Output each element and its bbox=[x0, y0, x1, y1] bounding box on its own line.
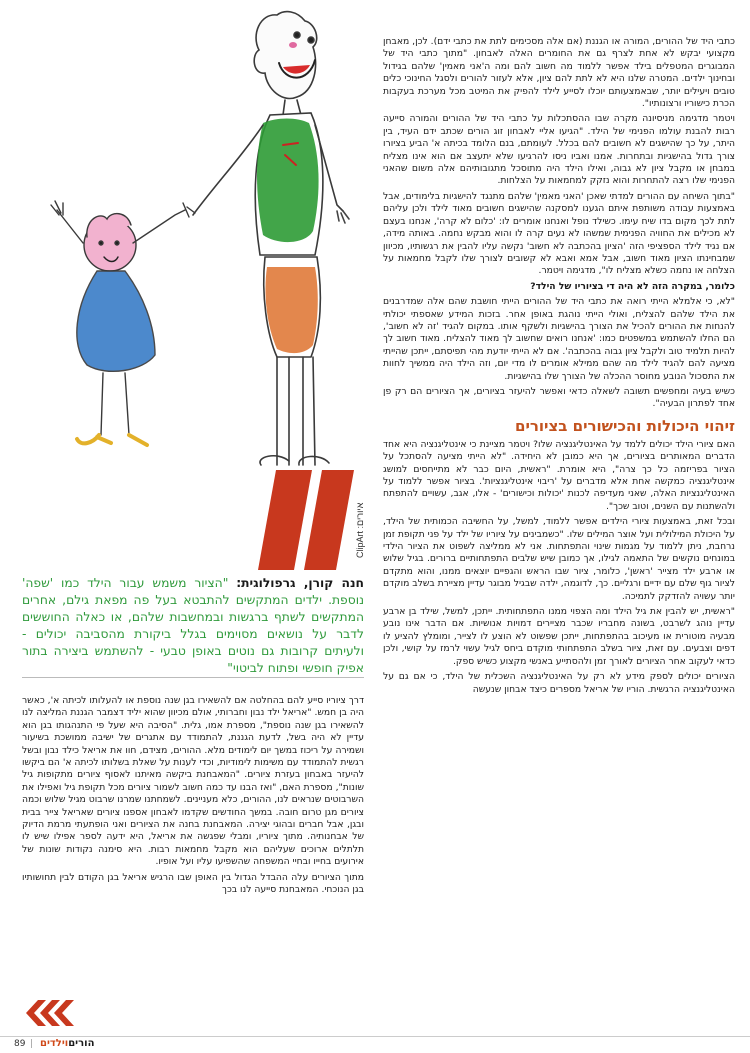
article-left-column bbox=[22, 695, 364, 900]
section-heading: זיהוי היכולות והכישורים בציורים bbox=[515, 416, 735, 435]
paragraph: כתבי היד של ההורים, המורה או הגננת (אם אלה מסכימים לתת את כתבי ידם). לכן, מאבחן מקצועי יבקש לא אחת לצרף גם את החומרים האלה לאבחון. "מתוך כתבי היד של המבוגרים המטפלים בילד אפשר ללמוד מה חשוב להם ומה ה'אני מאמין' שלהם בגידול ובחינוך ילדים. המטרה שלנו היא לא לתת להם ציון, אלא לעזור להורים ולסגל החינוכי כלים טובים ויעילים יותר, שבאמצעותם יוכלו לסייע לילד להפיק את המיטב מכל מערכת בעקבות הכרת כישוריו ורצונותיו". bbox=[383, 36, 735, 110]
paragraph: "בתוך השיחה עם ההורים למדתי שאכן 'האני מאמין' שלהם מתנגד להישגיות בלימודים, אבל באמצעות עבודה משותפת איתם הגענו למסקנה שהישגים חשובים מאוד לילד ולכן עליהם לתת לכך מקום בדו שיח עימו. כשילד נופל ואנחנו אומרים לו: 'כלום לא קרה', אנחנו בעצם לא מכילים את החוויה הפנימית שמשהו לא נעים קרה לו והוא מבקש נחמה. באותה מידה, אם נגיד לילד הספציפי הזה 'הציון בהכתבה לא חשוב' נקשה עליו להבין את רגשותיו, מכיוון שמבחינתו הציון מאוד חשוב, אבל אמא ואבא לא קשובים לצורך שלו לקבל מחמאות על הצלחה או נחמה כשלא מצליח לו", מדגימה ויטמר. bbox=[383, 190, 735, 277]
continue-arrows-icon bbox=[24, 1000, 76, 1026]
paragraph: הציורים יכולים לספק מידע לא רק על האינטליגנציה השכלית של הילד, כי אם גם על האינטליגנציה הרגשית. הוריו של אריאל מספרים כיצד אבחון שנעשה bbox=[383, 671, 735, 695]
paragraph: האם ציורי הילד יכולים ללמד על האינטליגנציה שלו? ויטמר מציינת כי אינטליגנציה היא אחד הדברים המאותרים בציורים, אך היא כמובן לא היחידה. "לא הייתי מציעה להסתכל על הציור בפריזמה כל כך צרה", היא אומרת. "ראשית, היום כבר לא מתייחסים למושג אינטליגנציה כמקשה אחת אלא מדברים על 'ריבוי אינטליגנציות'. בציור אפשר ללמוד על האינטליגנציות האלה, שאני מעדיפה לכנות 'יכולות וכישורים' - אלו, אגב, עשויים להתפתח ולהשתנות עם השנים, וטוב שכך". bbox=[383, 438, 735, 512]
paragraph: מתוך הציורים עלה ההבדל הגדול בין האופן שבו הרגיש אריאל בגן הקודם לבין תחושותיו בגן הנוכחי. המאבחנת סייעה לנו בכך bbox=[22, 871, 364, 896]
paragraph: "לא, כי אלמלא הייתי רואה את כתבי היד של ההורים הייתי חושבת שהם אלה שמדרבנים את הילד שלהם להצליח, ואולי הייתי נוהגת באופן אחר. בזכות המידע שאספתי יכולתי להנחות את ההורים להכיל את הצורך בהישגיות ולשקף אותו. במקום להגיד 'זה לא חשוב', הם החלו להשתמש במשפטים כמו: 'אנחנו רואים שחשוב לך מאוד להצליח. מאוד חשוב לך להיות תלמיד טוב ולקבל ציון גבוה בהכתבה'. אם לא הייתי יודעת מהי תפיסתם, ייתכן שהייתי מציעה להם להגיד לילד מה שהם ממילא אומרים לו מדי יום, וזה הילד היה ממשיך לחוות את התסכול הנובע מחוסר ההכלה של הצורך שלו בהישגיות. bbox=[383, 296, 735, 382]
pull-quote-author: חנה קורן, גרפולוגית: bbox=[236, 576, 364, 590]
magazine-logo bbox=[40, 1038, 94, 1049]
child-figure bbox=[51, 201, 195, 445]
logo-part-highlight: וילדים bbox=[40, 1038, 69, 1049]
parent-figure bbox=[193, 12, 349, 465]
divider bbox=[22, 677, 364, 678]
footer-separator: | bbox=[30, 1039, 34, 1049]
quote-marks-icon bbox=[236, 468, 354, 572]
paragraph: "ראשית, יש להבין את גיל הילד ומה הצפוי ממנו התפתחותית. ייתכן, למשל, שילד בן ארבע עדיין נוהג לשרבט, בשונה מחבריו שכבר מציירים דמויות אנושיות. אם הדבר אינו נובע מבעיה מוטורית או מעיכוב בהתפתחות, ייתכן שפשוט לא הוצע לו לצייר, ומומלץ להציע לו דפים וצבעים. עם זאת, ציור בשלב התפתחותי מוקדם ביחס לגיל עשוי לרמז על קושי, ולכן כדאי לעקוב אחר הציורים לאורך זמן ולהסתייע באנשי מקצוע כשיש ספק. bbox=[383, 606, 735, 667]
page-footer bbox=[0, 1036, 750, 1053]
article-right-column bbox=[383, 36, 735, 699]
pull-quote bbox=[22, 575, 364, 677]
paragraph: ויטמר מדגימה מניסיונה מקרה שבו ההסתכלות על כתבי היד של ההורים והמורה סייעה רבות להבנת עולמו הפנימי של הילד. "הגיעו אליי לאבחון זוג הורים שכתב ידם העיד, בין היתר, על כך שהישגים לא חשובים להם בכלל. לעומתם, בנם הלומד בכיתה א' הביע בציורו צורך גדול בהישגיות ובתחרות. אמנו ואביו ניסו להרגיעו שלא יתעצב אם הוא אינו מצליח במבחן או מקבל ציון לא גבוה, ואילו הילד היה מתוסכל מתגובותיהם אלה משום שהאני הפנימי שלו רצה להתחרות והוא נזקק למחמאות על הצלחות. bbox=[383, 113, 735, 187]
paragraph: כשיש בעיה ומחפשים תשובה לשאלה כדאי ואפשר להיעזר בציורים, אך הציורים הם רק פן אחד לפתרון הבעיה". bbox=[383, 385, 735, 410]
logo-part: הורים bbox=[68, 1038, 95, 1049]
paragraph: דרך ציוריו סייע להם בהחלטה אם להשאירו בגן שנה נוספת או להעלותו לכיתה א', כאשר היה בן חמש. "אריאל ילד נבון וחברותי, אולם מכיוון שהוא יליד דצמבר הגננת המליצה לנו להשאירו בגן שנה נוספת", מספרת אמו, גלית. "הסיבה היא שעל פי התנהגותו בגן הוא עדיין לא היה בשל, לדעת הגננת, להתמודד עם אתגרים של ישיבה ממושכת בשיעור ושמירה על ריכוז במשך יום לימודים מלא. ההורים, מצידם, חוו את אריאל כילד נבון ובשל רגשית להתמודד עם משימות לימודיות, וכדי לענות על שאלת בשלותו לכיתה א' הם ביקשו להיעזר באבחון בעזרת ציורים. "המאבחנת ביקשה מאיתנו לאסוף ציורים מתקופות גיל שונות", מספרת האם, "ואז הבנו עד כמה חשוב לשמור ציורים מכל תקופת גיל ואפילו את השרבוטים שנראים לנו, ההורים, כלא מעניינים. לשמחתנו שמרנו שרבוט מגיל שלוש וכמה ציורים מגן טרום חובה. במשך החודשים שקדמו לאבחון אספנו ציורים שאריאל צייר בבית ובגן, אבל חברים ובהוגי יצירה. המאבחנת בחנה את הציורים ואני הופתעתי מרמת הדיוק של אבחנותיה. מתוך ציוריו, ומבלי שפגשה את אריאל, היא ידעה לספר אפילו שיש לו תלתלים ארוכים שעליהם הוא מקבל מחמאות רבות. היא סימנה נקודות שונות של אירועים בחייו ובחיי המשפחה שהשפיעו עליו ועל אופיו. bbox=[22, 695, 364, 868]
paragraph: ובכל זאת, באמצעות ציורי הילדים אפשר ללמוד, למשל, על החשיבה הכמותית של הילד, על היכולת המילולית ועל אוצר המילים שלו. "כשמבינים על ציוריו של ילד על פני תקופת זמן נרחבת, ניתן ללמוד על מגמות שינוי והתפתחות. אני לא ממליצה לשפוט את הציור הילדי במונחים נוקשים של התאמה לגילו, אך כמובן שיש שלבים התפתחותיים ברורים. בגיל שלוש או ארבע ילד מצייר 'ראשן', כלומר, ציור שבו הראש והגפיים יוצאים ממנו, והוא מתקדם לציור גוף שלם עם ידיים ורגליים. כך, לדוגמה, ילדה שבגיל מבוגר עדיין מציירת בשלב מוקדם יותר עשויה להזדקק לתמיכה. bbox=[383, 516, 735, 602]
page-number: 89 bbox=[14, 1039, 26, 1049]
interview-question: כלומר, במקרה הזה לא היה די בציוריו של הילד? bbox=[530, 280, 735, 292]
illustration-credit: ClipArt :איורים bbox=[355, 502, 365, 558]
pull-quote-text: "הציור משמש עבור הילד כמו 'שפה' נוספת. ילדים המתקשים להתבטא בעל פה מפאת גילם, אחרים המתקשים לשתף ברגשות ובמחשבות שלהם, או כאלה החוששים לדבר על נושאים מסוימים בגלל ביקורת מהסביבה יכולים - ולעיתים קרובות גם נוטים באופן טבעי - להשתמש ביצירה בתור אפיק חופשי ופתוח לביטוי" bbox=[22, 576, 364, 675]
child-drawing-illustration bbox=[15, 5, 355, 475]
